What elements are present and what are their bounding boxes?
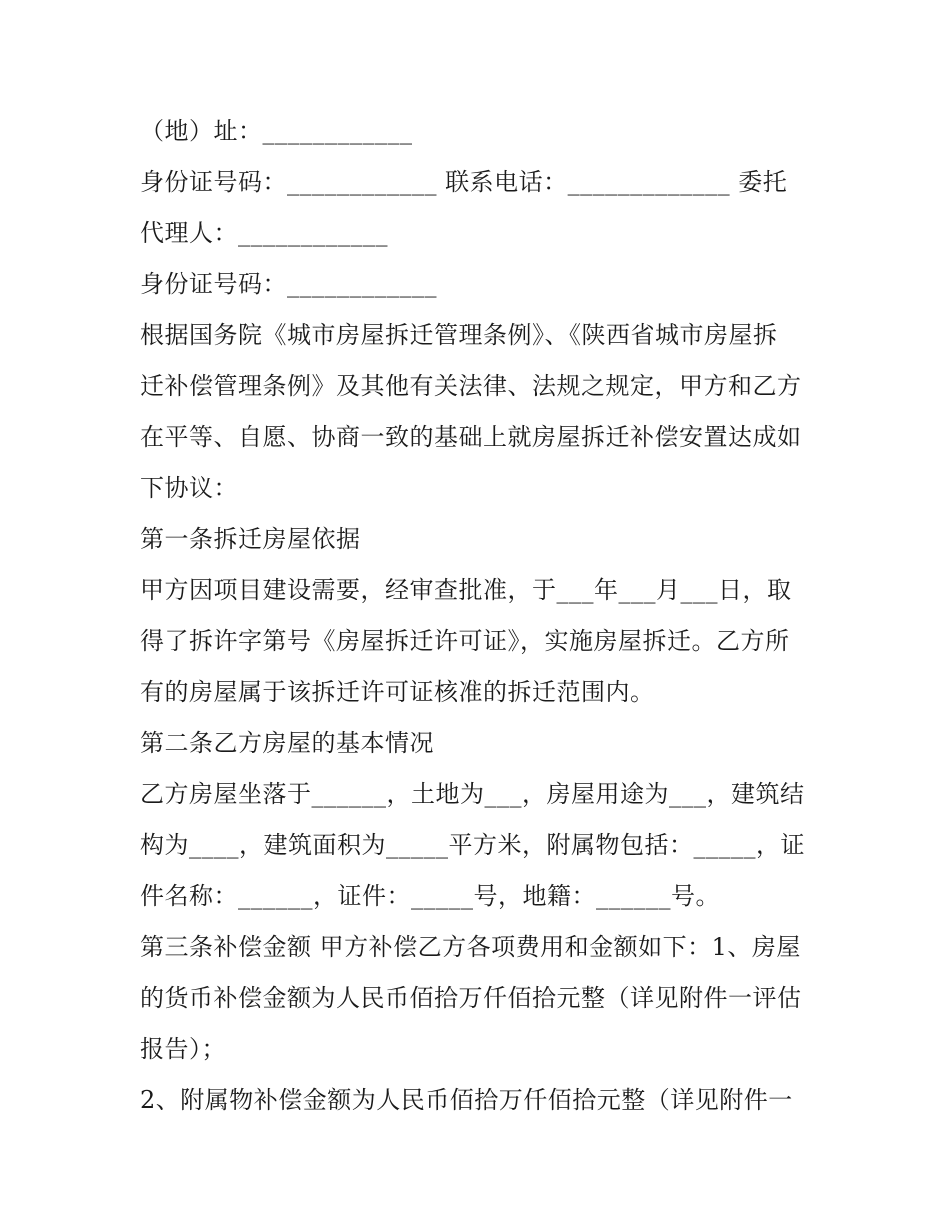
agent-line: 代理人：____________ xyxy=(140,219,388,247)
preamble-line-4: 下协议： xyxy=(140,474,238,502)
preamble-line-3: 在平等、自愿、协商一致的基础上就房屋拆迁补偿安置达成如 xyxy=(140,423,802,451)
article-2-heading: 第二条乙方房屋的基本情况 xyxy=(140,729,434,757)
article-3-line-1: 第三条补偿金额 甲方补偿乙方各项费用和金额如下：1、房屋 xyxy=(140,933,801,961)
document-body xyxy=(140,106,820,1126)
preamble-line-1: 根据国务院《城市房屋拆迁管理条例》、《陕西省城市房屋拆 xyxy=(140,321,778,349)
article-1-heading: 第一条拆迁房屋依据 xyxy=(140,525,361,553)
article-1-line-3: 有的房屋属于该拆迁许可证核准的拆迁范围内。 xyxy=(140,678,655,706)
article-2-line-1: 乙方房屋坐落于______，土地为___，房屋用途为___，建筑结 xyxy=(140,780,805,808)
agent-id-line: 身份证号码：____________ xyxy=(140,270,437,298)
article-3-line-2: 的货币补偿金额为人民币佰拾万仟佰拾元整（详见附件一评估 xyxy=(140,984,802,1012)
article-3-line-3: 报告）； xyxy=(140,1035,226,1063)
article-1-line-1: 甲方因项目建设需要，经审查批准，于___年___月___日，取 xyxy=(140,576,792,604)
preamble-line-2: 迁补偿管理条例》及其他有关法律、法规之规定，甲方和乙方 xyxy=(140,372,802,400)
article-2-line-3: 件名称：______，证件：_____号，地籍：______号。 xyxy=(140,882,720,910)
id-phone-line: 身份证号码：____________ 联系电话：_____________ 委托 xyxy=(140,168,788,196)
article-1-line-2: 得了拆许字第号《房屋拆迁许可证》，实施房屋拆迁。乙方所 xyxy=(140,627,790,655)
article-2-line-2: 构为____，建筑面积为_____平方米，附属物包括：_____，证 xyxy=(140,831,805,859)
article-3-item-2-line: 2、附属物补偿金额为人民币佰拾万仟佰拾元整（详见附件一 xyxy=(140,1086,793,1114)
address-field-line: （地）址：____________ xyxy=(140,117,413,145)
